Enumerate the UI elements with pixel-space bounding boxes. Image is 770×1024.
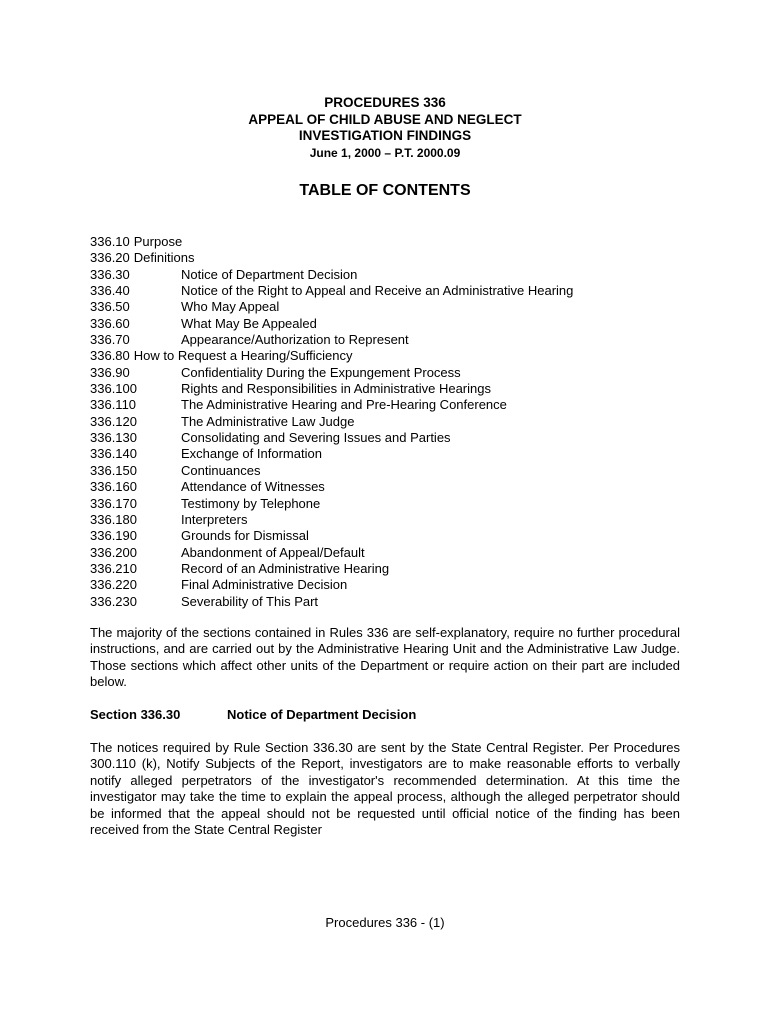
header-title: PROCEDURES 336 — [324, 95, 446, 110]
toc-item — [90, 397, 690, 413]
toc-item-number: 336.170 — [90, 495, 137, 511]
section-title: Notice of Department Decision — [227, 707, 417, 722]
document-header — [0, 95, 770, 161]
toc-item — [90, 348, 690, 364]
toc-item-number: 336.230 — [90, 593, 137, 609]
toc-item-title: Continuances — [181, 462, 261, 478]
header-date: June 1, 2000 – P.T. 2000.09 — [309, 145, 461, 160]
toc-item-number: 336.220 — [90, 577, 137, 593]
toc-item-number: 336.190 — [90, 528, 137, 544]
toc-item — [90, 234, 690, 250]
toc-item-title: What May Be Appealed — [181, 315, 317, 331]
toc-item-title: How to Request a Hearing/Sufficiency — [133, 348, 353, 364]
toc-item-title: Attendance of Witnesses — [181, 479, 325, 495]
toc-item-title: Interpreters — [181, 511, 248, 527]
section-number: Section 336.30 — [90, 707, 181, 722]
toc-item-title: Definitions — [133, 250, 195, 266]
toc-item-title: Purpose — [133, 234, 183, 249]
toc-item-number: 336.100 — [90, 381, 137, 397]
toc-item-number: 336.70 — [90, 332, 130, 348]
toc-item — [90, 512, 690, 528]
toc-item — [90, 414, 690, 430]
toc-item-title: Rights and Responsibilities in Administrative Hearings — [181, 381, 491, 397]
toc-item-title: Grounds for Dismissal — [181, 528, 309, 544]
section-heading — [90, 707, 416, 723]
toc-item — [90, 463, 690, 479]
page-footer: Procedures 336 - (1) — [325, 915, 445, 930]
toc-item-number: 336.40 — [90, 283, 130, 299]
toc-item-title: Consolidating and Severing Issues and Parties — [181, 430, 451, 446]
toc-item-title: Who May Appeal — [181, 299, 280, 315]
toc-item-number: 336.210 — [90, 560, 137, 576]
header-subtitle-line-2: INVESTIGATION FINDINGS — [298, 128, 472, 143]
toc-item-title: Severability of This Part — [181, 593, 319, 609]
toc-heading: TABLE OF CONTENTS — [299, 182, 471, 199]
toc-item-title: The Administrative Law Judge — [181, 413, 355, 429]
intro-paragraph: The majority of the sections contained in Rules 336 are self-explanatory, require no further procedural instructions, and are carried out by the Administrative Hearing Unit and the Administrative Law Judge. Those sections which affect other units of the Department or require action on their part are included below. — [90, 625, 680, 690]
toc-item — [90, 594, 690, 610]
toc-item — [90, 430, 690, 446]
toc-item-number: 336.150 — [90, 462, 137, 478]
toc-item-title: Record of an Administrative Hearing — [181, 560, 390, 576]
toc-item-number: 336.130 — [90, 430, 137, 446]
toc-item — [90, 496, 690, 512]
toc-item — [90, 479, 690, 495]
toc-item — [90, 316, 690, 332]
toc-item-title: Notice of the Right to Appeal and Receive an Administrative Hearing — [181, 283, 574, 299]
toc-item-number: 336.160 — [90, 479, 137, 495]
toc-item-number: 336.10 — [90, 234, 130, 249]
toc-item-number: 336.50 — [90, 299, 130, 315]
toc-item-title: Final Administrative Decision — [181, 577, 348, 593]
toc-item-title: Exchange of Information — [181, 446, 322, 462]
toc-item — [90, 381, 690, 397]
toc-item-number: 336.110 — [90, 397, 137, 413]
toc-item — [90, 299, 690, 315]
toc-item-title: Testimony by Telephone — [181, 495, 321, 511]
toc-item-title: Confidentiality During the Expungement Process — [181, 364, 461, 380]
toc-item — [90, 283, 690, 299]
toc-item-number: 336.140 — [90, 446, 137, 462]
toc-item — [90, 250, 690, 266]
toc-item-title: Abandonment of Appeal/Default — [181, 544, 365, 560]
toc-item-number: 336.80 — [90, 348, 130, 364]
toc-item-title: The Administrative Hearing and Pre-Hearing Conference — [181, 397, 507, 413]
toc-item-number: 336.90 — [90, 364, 130, 380]
toc-item-number: 336.30 — [90, 266, 130, 282]
toc-item-title: Appearance/Authorization to Represent — [181, 332, 409, 348]
header-subtitle-line-1: APPEAL OF CHILD ABUSE AND NEGLECT — [248, 111, 522, 127]
toc-item — [90, 446, 690, 462]
toc-item — [90, 267, 690, 283]
section-paragraph: The notices required by Rule Section 336.30 are sent by the State Central Register. Per Procedures 300.110 (k), Notify Subjects of the Report, investigators are to make reasonable efforts to verbally notify alleged perpetrators of the investigator's recommended determination. At this time the investigator may take the time to explain the appeal process, although the alleged perpetrator should be informed that the appeal should not be requested until official notice of the finding has been received from the State Central Register — [90, 740, 680, 838]
toc-item-number: 336.60 — [90, 315, 130, 331]
toc-item-number: 336.180 — [90, 511, 137, 527]
toc-item — [90, 365, 690, 381]
toc-item — [90, 577, 690, 593]
toc-item-number: 336.120 — [90, 413, 137, 429]
toc-item — [90, 561, 690, 577]
toc-item-number: 336.20 — [90, 250, 130, 266]
toc-item — [90, 528, 690, 544]
toc-item-number: 336.200 — [90, 544, 137, 560]
toc-item-title: Notice of Department Decision — [181, 266, 358, 282]
toc-item — [90, 545, 690, 561]
toc-item — [90, 332, 690, 348]
table-of-contents — [90, 234, 690, 610]
